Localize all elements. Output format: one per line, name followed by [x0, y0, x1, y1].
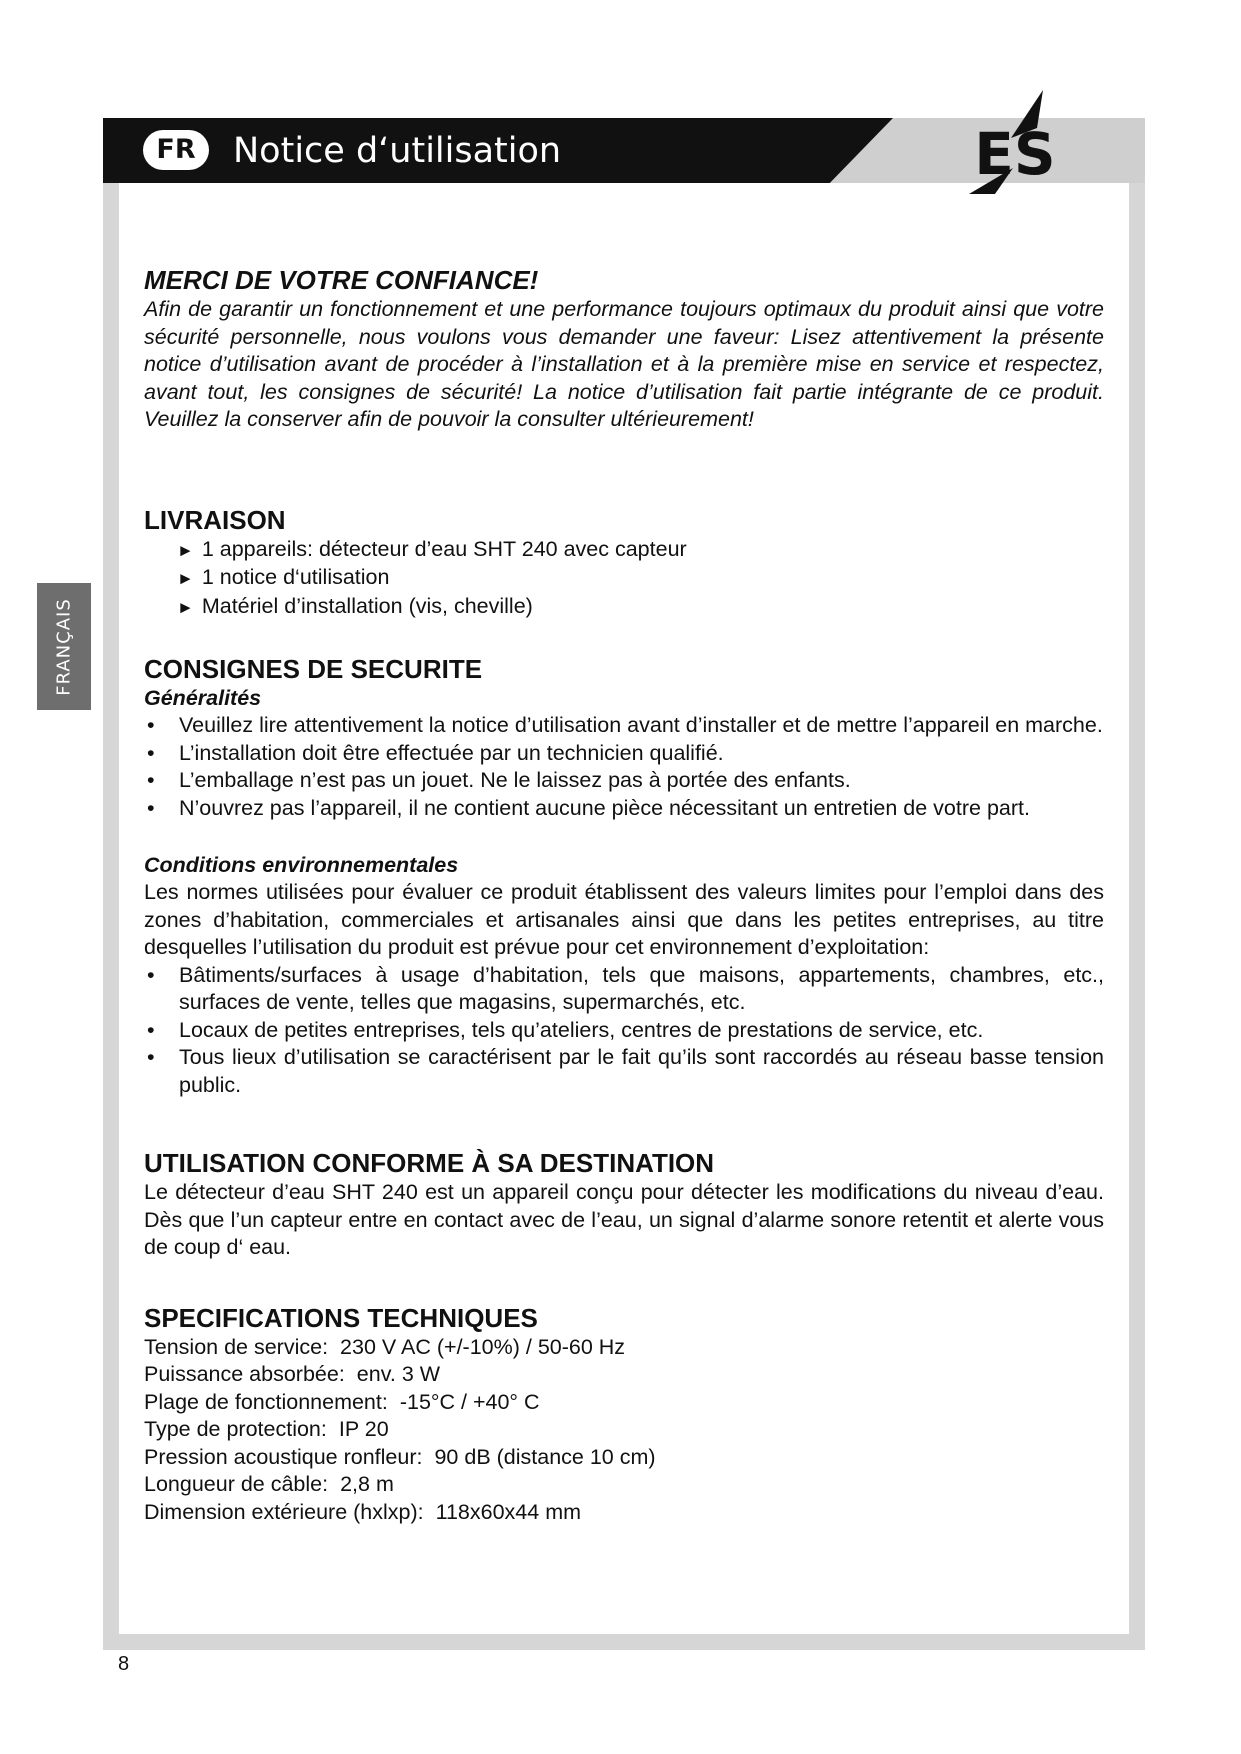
thanks-text: Afin de garantir un fonctionnement et une performance toujours optimaux du produit ainsi que votre sécurité personnelle, nous voulons vous demander une faveur: Lisez attentivement la présente notice d’utilisation avant de procéder à l’installation et à la première mise en service et respectez, avant tout, les consignes de sécurité! La notice d’utilisation fait partie intégrante de ce produit. Veuillez la conserver afin de pouvoir la consulter ultérieurement!: [144, 297, 1104, 431]
list-item: • Veuillez lire attentivement la notice d’utilisation avant d’installer et de mettre l’appareil en marche.: [144, 712, 1104, 740]
usage-title: UTILISATION CONFORME À SA DESTINATION: [144, 1148, 715, 1178]
page-title: Notice d‘utilisation: [233, 131, 562, 171]
list-item: ► Matériel d’installation (vis, cheville): [177, 593, 533, 618]
environment-subtitle: Conditions environnementales: [144, 853, 459, 877]
spec-row: Pression acoustique ronfleur: 90 dB (distance 10 cm): [144, 1444, 656, 1469]
delivery-title: LIVRAISON: [144, 504, 286, 535]
language-side-tab: [37, 583, 91, 710]
safety-section: [144, 653, 1104, 1099]
list-item: • Tous lieux d’utilisation se caractérisent par le fait qu’ils sont raccordés au réseau basse tension public.: [144, 1044, 1104, 1099]
list-item: • L’emballage n’est pas un jouet. Ne le laissez pas à portée des enfants.: [144, 767, 1104, 795]
spec-row: Puissance absorbée: env. 3 W: [144, 1362, 441, 1386]
es-logo-icon: [955, 88, 1075, 198]
language-badge: FR: [143, 130, 209, 170]
list-item: • L’installation doit être effectuée par un technicien qualifié.: [144, 740, 1104, 768]
list-item: • Locaux de petites entreprises, tels qu’ateliers, centres de prestations de service, etc.: [144, 1017, 1104, 1045]
specs-section: [144, 1302, 1104, 1527]
safety-title: CONSIGNES DE SECURITE: [144, 654, 483, 684]
arrow-right-icon: ►: [177, 540, 194, 560]
specs-title: SPECIFICATIONS TECHNIQUES: [144, 1302, 538, 1333]
main-content: [144, 264, 1104, 1526]
spec-row: Type de protection: IP 20: [144, 1417, 389, 1441]
thanks-title: MERCI DE VOTRE CONFIANCE!: [144, 265, 539, 295]
general-list: [144, 712, 1104, 822]
list-item: • Bâtiments/surfaces à usage d’habitation, tels que maisons, appartements, chambres, etc., surfaces de vente, telles que magasins, supermarchés, etc.: [144, 962, 1104, 1017]
general-subtitle: Généralités: [144, 686, 262, 710]
language-side-tab-label: FRANÇAIS: [53, 597, 75, 696]
spec-row: Longueur de câble: 2,8 m: [144, 1472, 394, 1496]
arrow-right-icon: ►: [177, 569, 194, 588]
delivery-section: [144, 504, 1104, 622]
list-item: ► 1 appareils: détecteur d’eau SHT 240 avec capteur: [177, 536, 687, 561]
environment-list: [144, 962, 1104, 1100]
arrow-right-icon: ►: [177, 597, 194, 617]
list-item: ► 1 notice d‘utilisation: [177, 565, 390, 589]
usage-section: [144, 1147, 1104, 1262]
usage-text: Le détecteur d’eau SHT 240 est un appareil conçu pour détecter les modifications du niveau d’eau. Dès que l’un capteur entre en contact avec de l’eau, un signal d’alarme sonore retentit et alerte vous de coup d‘ eau.: [144, 1180, 1104, 1259]
page-number: 8: [118, 1653, 130, 1675]
spec-row: Plage de fonctionnement: -15°C / +40° C: [144, 1389, 540, 1414]
list-item: • N’ouvrez pas l’appareil, il ne contient aucune pièce nécessitant un entretien de votre part.: [144, 795, 1104, 823]
spec-row: Dimension extérieure (hxlxp): 118x60x44 mm: [144, 1499, 582, 1524]
spec-row: Tension de service: 230 V AC (+/-10%) / 50-60 Hz: [144, 1334, 626, 1359]
logo-text: ES: [974, 120, 1056, 188]
environment-text: Les normes utilisées pour évaluer ce produit établissent des valeurs limites pour l’emploi dans des zones d’habitation, commerciales et artisanales ainsi que dans les petites entreprises, au titre desquelles l’utilisation du produit est prévue pour cet environnement d’exploitation:: [144, 880, 1104, 959]
delivery-list: [144, 536, 1104, 622]
thanks-section: [144, 264, 1104, 434]
